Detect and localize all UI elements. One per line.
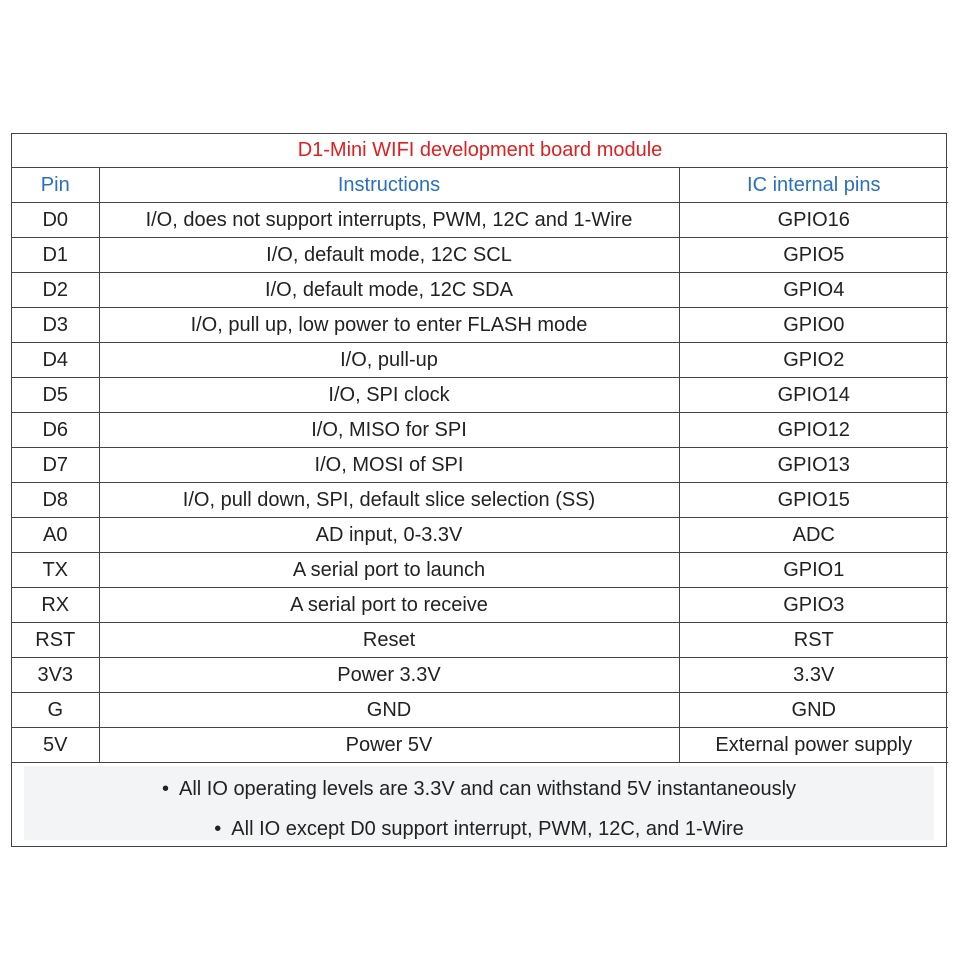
pin-table-sheet xyxy=(11,133,947,847)
header-pin: Pin xyxy=(12,168,99,203)
pin-cell: D6 xyxy=(12,413,99,448)
table-row xyxy=(12,448,948,483)
instructions-cell: A serial port to launch xyxy=(99,553,679,588)
pin-cell: D0 xyxy=(12,203,99,238)
ic-pin-cell: External power supply xyxy=(679,728,948,763)
table-row xyxy=(12,203,948,238)
ic-pin-cell: 3.3V xyxy=(679,658,948,693)
note-item xyxy=(24,818,934,841)
pin-cell: TX xyxy=(12,553,99,588)
ic-pin-cell: GPIO3 xyxy=(679,588,948,623)
table-row xyxy=(12,658,948,693)
table-row xyxy=(12,378,948,413)
pin-cell: D7 xyxy=(12,448,99,483)
bullet-icon: • xyxy=(161,778,169,800)
instructions-cell: I/O, MISO for SPI xyxy=(99,413,679,448)
instructions-cell: I/O, MOSI of SPI xyxy=(99,448,679,483)
pin-cell: RST xyxy=(12,623,99,658)
ic-pin-cell: GPIO4 xyxy=(679,273,948,308)
header-ic-pins: IC internal pins xyxy=(679,168,948,203)
table-row xyxy=(12,518,948,553)
table-row xyxy=(12,483,948,518)
ic-pin-cell: GPIO16 xyxy=(679,203,948,238)
note-text: All IO operating levels are 3.3V and can withstand 5V instantaneously xyxy=(178,778,797,800)
instructions-cell: I/O, default mode, 12C SCL xyxy=(99,238,679,273)
pin-table xyxy=(12,134,948,763)
ic-pin-cell: GPIO0 xyxy=(679,308,948,343)
pin-cell: RX xyxy=(12,588,99,623)
pin-cell: 3V3 xyxy=(12,658,99,693)
table-row xyxy=(12,553,948,588)
bullet-icon: • xyxy=(214,818,222,840)
table-row xyxy=(12,588,948,623)
table-row xyxy=(12,308,948,343)
instructions-cell: AD input, 0-3.3V xyxy=(99,518,679,553)
header-row xyxy=(12,168,948,203)
ic-pin-cell: GPIO2 xyxy=(679,343,948,378)
pin-cell: D8 xyxy=(12,483,99,518)
pin-cell: G xyxy=(12,693,99,728)
instructions-cell: Reset xyxy=(99,623,679,658)
table-row xyxy=(12,693,948,728)
ic-pin-cell: GPIO12 xyxy=(679,413,948,448)
pin-cell: D3 xyxy=(12,308,99,343)
pin-cell: D2 xyxy=(12,273,99,308)
title-row xyxy=(12,134,948,168)
note-item xyxy=(24,778,934,801)
pin-cell: D1 xyxy=(12,238,99,273)
ic-pin-cell: GPIO5 xyxy=(679,238,948,273)
header-instructions: Instructions xyxy=(99,168,679,203)
ic-pin-cell: GPIO13 xyxy=(679,448,948,483)
instructions-cell: I/O, SPI clock xyxy=(99,378,679,413)
ic-pin-cell: GPIO15 xyxy=(679,483,948,518)
table-row xyxy=(12,273,948,308)
ic-pin-cell: ADC xyxy=(679,518,948,553)
table-row xyxy=(12,343,948,378)
pin-cell: 5V xyxy=(12,728,99,763)
ic-pin-cell: GND xyxy=(679,693,948,728)
instructions-cell: I/O, pull-up xyxy=(99,343,679,378)
instructions-cell: A serial port to receive xyxy=(99,588,679,623)
table-title: D1-Mini WIFI development board module xyxy=(12,134,948,168)
pin-cell: D5 xyxy=(12,378,99,413)
table-row xyxy=(12,413,948,448)
note-text: All IO except D0 support interrupt, PWM, 12C, and 1-Wire xyxy=(231,818,744,840)
instructions-cell: I/O, pull down, SPI, default slice selection (SS) xyxy=(99,483,679,518)
instructions-cell: Power 3.3V xyxy=(99,658,679,693)
instructions-cell: I/O, pull up, low power to enter FLASH mode xyxy=(99,308,679,343)
instructions-cell: I/O, does not support interrupts, PWM, 12C and 1-Wire xyxy=(99,203,679,238)
instructions-cell: Power 5V xyxy=(99,728,679,763)
pin-cell: D4 xyxy=(12,343,99,378)
table-row xyxy=(12,238,948,273)
instructions-cell: I/O, default mode, 12C SDA xyxy=(99,273,679,308)
ic-pin-cell: RST xyxy=(679,623,948,658)
ic-pin-cell: GPIO14 xyxy=(679,378,948,413)
ic-pin-cell: GPIO1 xyxy=(679,553,948,588)
table-row xyxy=(12,623,948,658)
table-row xyxy=(12,728,948,763)
notes-panel xyxy=(24,766,934,840)
pin-cell: A0 xyxy=(12,518,99,553)
instructions-cell: GND xyxy=(99,693,679,728)
